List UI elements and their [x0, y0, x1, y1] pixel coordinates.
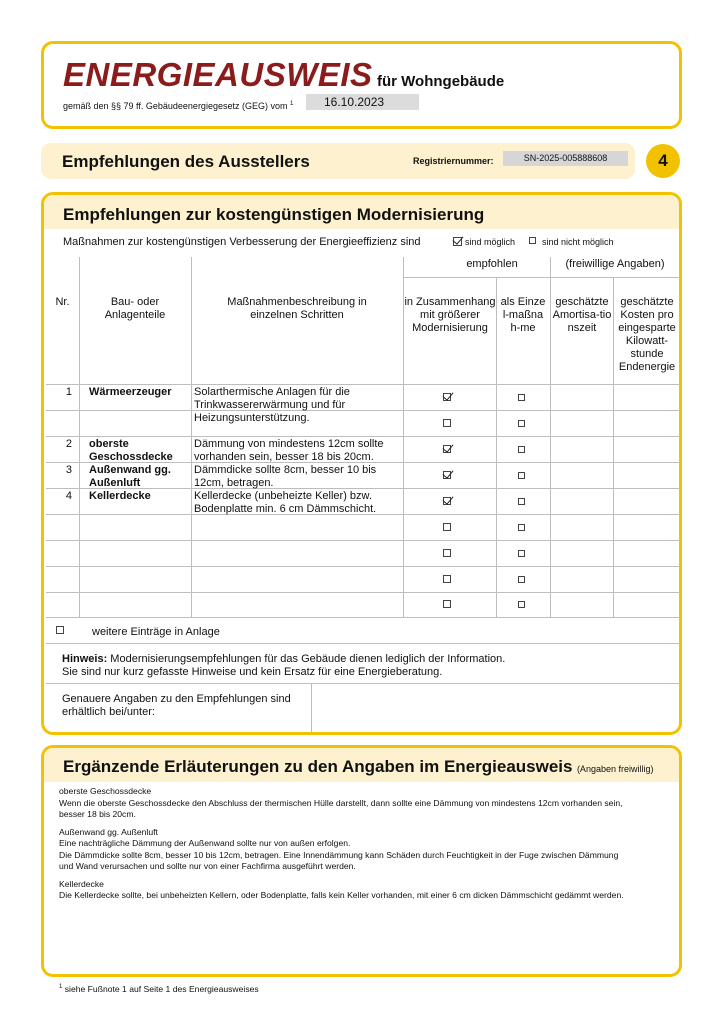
explanation-paragraph: [59, 827, 674, 873]
row-component: oberste Geschossdecke: [89, 438, 173, 463]
explanation-paragraph: [59, 786, 674, 821]
section-bar: [41, 143, 635, 179]
note-text-1: Modernisierungsempfehlungen für das Gebäude dienen lediglich der Information.: [110, 653, 506, 665]
label-not-possible: sind nicht möglich: [542, 237, 614, 247]
row-nr: 3: [65, 464, 72, 476]
checkbox-single-measure[interactable]: [518, 498, 525, 505]
checkbox-in-context[interactable]: [443, 419, 451, 427]
note-label: Hinweis:: [62, 653, 108, 665]
col-nr: Nr.: [55, 296, 70, 308]
row-description: Solarthermische Anlagen für die Trinkwassererwärmung und für: [194, 386, 350, 411]
date-field[interactable]: [306, 94, 419, 110]
checkbox-single-measure[interactable]: [518, 576, 525, 583]
checkbox-in-context[interactable]: [443, 549, 451, 557]
document-title: ENERGIEAUSWEIS: [63, 56, 373, 93]
modernisation-title: Empfehlungen zur kostengünstigen Modernisierung: [63, 205, 485, 224]
header-box: [41, 41, 682, 129]
section-title: Empfehlungen des Ausstellers: [62, 152, 310, 171]
row-component: Außenwand gg. Außenluft: [89, 464, 171, 489]
checkbox-not-possible[interactable]: [529, 237, 536, 244]
checkbox-in-context[interactable]: [443, 471, 451, 479]
row-nr: 2: [65, 438, 72, 450]
page-number: 4: [658, 151, 668, 170]
checkbox-single-measure[interactable]: [518, 550, 525, 557]
label-possible: sind möglich: [465, 237, 516, 247]
registration-value: SN-2025-005888608: [523, 153, 608, 163]
explanation-line: Die Dämmdicke sollte 8cm, besser 10 bis 12cm, betragen. Eine Innendämmung kann Schäden durch Feuchtigkeit in der Fuge zwischen Dämmung: [59, 849, 619, 860]
row-description: Dämmdicke sollte 8cm, besser 10 bis 12cm, betragen.: [194, 464, 377, 489]
registration-field[interactable]: [503, 151, 628, 166]
note: [62, 653, 662, 679]
legal-footnote-mark: 1: [289, 101, 294, 107]
explanations-text: [59, 786, 674, 908]
explanations-title-note: (Angaben freiwillig): [576, 764, 654, 774]
checkbox-in-context[interactable]: [443, 497, 451, 505]
row-description: Dämmung von mindestens 12cm sollte vorhanden sein, besser 18 bis 20cm.: [194, 438, 384, 463]
row-nr: 1: [65, 386, 72, 398]
row-description: Kellerdecke (unbeheizte Keller) bzw. Bodenplatte min. 6 cm Dämmschicht.: [194, 490, 377, 515]
explanation-line: Eine nachträgliche Dämmung der Außenwand sollte nur von außen erfolgen.: [59, 838, 351, 848]
document-subtitle: für Wohngebäude: [377, 73, 505, 90]
explanation-line: und Wand verursachen und sollte nur von einer Fachfirma ausgeführt werden.: [59, 861, 356, 871]
row-component: Kellerdecke: [89, 490, 151, 502]
group-recommended: empfohlen: [466, 258, 518, 270]
explanation-line: Wenn die oberste Geschossdecke den Abschluss der thermischen Hülle darstellt, dann sollte eine Dämmung von mindestens 12cm vorhanden sein,: [59, 797, 623, 808]
checkbox-in-context[interactable]: [443, 575, 451, 583]
checkbox-single-measure[interactable]: [518, 394, 525, 401]
more-entries-label: weitere Einträge in Anlage: [92, 626, 220, 638]
explanations-title: Ergänzende Erläuterungen zu den Angaben im Energieausweis: [63, 757, 573, 776]
checkbox-possible[interactable]: [453, 237, 462, 246]
footer-footnote: [59, 984, 259, 994]
col-in-context: in Zusammenhang mit größerer Modernisierung: [404, 296, 496, 334]
col-amortisation: geschätzte Amortisa-tionszeit: [552, 296, 612, 334]
explanation-heading: Außenwand gg. Außenluft: [59, 826, 158, 837]
explanation-line: besser 18 bis 20cm.: [59, 809, 136, 819]
checkbox-single-measure[interactable]: [518, 472, 525, 479]
explanation-paragraph: [59, 879, 674, 902]
legal-basis: gemäß den §§ 79 ff. Gebäudeenergiegesetz (GEG) vom: [63, 101, 288, 111]
note-text-2: Sie sind nur kurz gefasste Hinweise und kein Ersatz für eine Energieberatung.: [62, 666, 443, 678]
footnote-mark: 1: [59, 984, 63, 991]
col-single: als Einzel-maßnah-me: [500, 296, 546, 334]
row-nr: 4: [65, 490, 72, 502]
checkbox-in-context[interactable]: [443, 600, 451, 608]
checkbox-more-entries[interactable]: [56, 626, 64, 634]
registration-label: Registriernummer:: [413, 156, 494, 166]
col-costs: geschätzte Kosten pro eingesparte Kilowatt-stunde Endenergie: [618, 296, 676, 373]
checkbox-in-context[interactable]: [443, 523, 451, 531]
group-optional: (freiwillige Angaben): [565, 258, 665, 270]
details-label: Genauere Angaben zu den Empfehlungen sind erhältlich bei/unter:: [62, 693, 291, 718]
intro-text: Maßnahmen zur kostengünstigen Verbesserung der Energieeffizienz sind: [63, 236, 421, 248]
checkbox-single-measure[interactable]: [518, 420, 525, 427]
explanation-heading: Kellerdecke: [59, 878, 104, 889]
page-number-badge: [646, 144, 680, 178]
checkbox-single-measure[interactable]: [518, 446, 525, 453]
footnote-text: siehe Fußnote 1 auf Seite 1 des Energieausweises: [64, 984, 259, 994]
col-description: Maßnahmenbeschreibung in einzelnen Schritten: [227, 296, 367, 321]
details-value[interactable]: [318, 693, 673, 729]
checkbox-in-context[interactable]: [443, 445, 451, 453]
checkbox-in-context[interactable]: [443, 393, 451, 401]
col-component: Bau- oder Anlagenteile: [104, 296, 166, 321]
row-component: Wärmeerzeuger: [89, 386, 172, 398]
row-description: Heizungsunterstützung.: [194, 412, 310, 424]
date-value: 16.10.2023: [324, 95, 385, 109]
checkbox-single-measure[interactable]: [518, 601, 525, 608]
checkbox-single-measure[interactable]: [518, 524, 525, 531]
explanation-heading: oberste Geschossdecke: [59, 786, 152, 796]
explanation-line: Die Kellerdecke sollte, bei unbeheizten Kellern, oder Bodenplatte, falls kein Keller vorhanden, mit einer 6 cm dicken Dämmschicht gedämmt werden.: [59, 890, 624, 900]
